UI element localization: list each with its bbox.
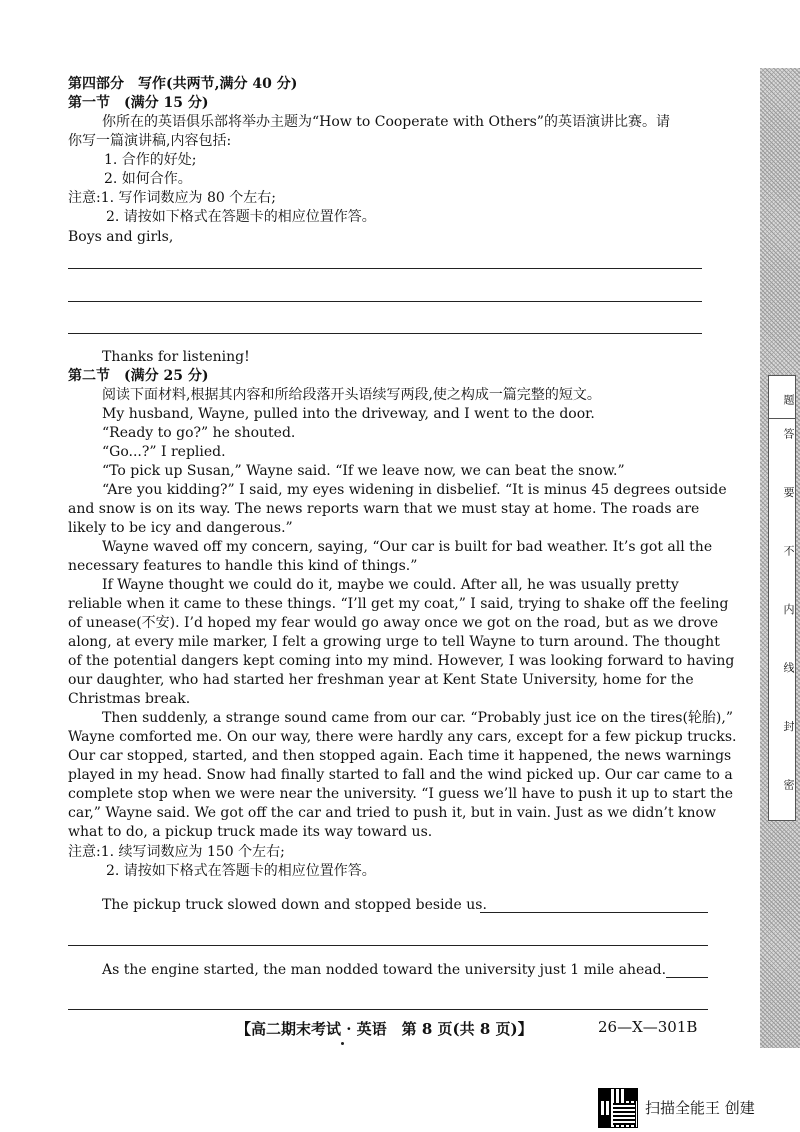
- story-line: complete stop when we were near the university. “I guess we’ll have to push it up to start the: [68, 786, 734, 802]
- answer-line: [68, 1009, 708, 1010]
- part-heading: 第四部分 写作(共两节,满分 40 分): [68, 76, 298, 92]
- story-line: Christmas break.: [68, 691, 191, 707]
- story-line: our daughter, who had started her freshman year at Kent State University, home for the: [68, 672, 694, 688]
- answer-line: [68, 945, 708, 946]
- story-line: car,” Wayne said. We got off the car and tried to push it, but in vain. Just as we didn’t know: [68, 805, 716, 821]
- page-footer: 【高二期末考试 · 英语 第 8 页(共 8 页)】: [236, 1020, 533, 1038]
- section1-title: 第一节 (满分 15 分): [68, 95, 209, 111]
- section1-closing: Thanks for listening!: [102, 349, 250, 365]
- story-line: “Are you kidding?” I said, my eyes widening in disbelief. “It is minus 45 degrees outside: [102, 482, 727, 498]
- story-line: what to do, a pickup truck made its way toward us.: [68, 824, 433, 840]
- section2-instruction: 阅读下面材料,根据其内容和所给段落开头语续写两段,使之构成一篇完整的短文。: [102, 387, 601, 403]
- section1-point-1: 1. 合作的好处;: [104, 152, 197, 168]
- section1-note-1: 注意:1. 写作词数应为 80 个左右;: [68, 190, 276, 206]
- section2-title: 第二节 (满分 25 分): [68, 368, 209, 384]
- story-line: Wayne comforted me. On our way, there were hardly any cars, except for a few pickup trucks.: [68, 729, 737, 745]
- story-line: Then suddenly, a strange sound came from our car. “Probably just ice on the tires(轮胎),”: [102, 710, 733, 726]
- paragraph2-opener: As the engine started, the man nodded toward the university just 1 mile ahead.: [102, 962, 667, 978]
- story-line: If Wayne thought we could do it, maybe we could. After all, he was usually pretty: [102, 577, 679, 593]
- section1-prompt-line2: 你写一篇演讲稿,内容包括:: [68, 133, 232, 149]
- story-line: reliable when it came to these things. “I’ll get my coat,” I said, trying to shake off the feeling: [68, 596, 729, 612]
- qr-code-icon: [599, 1089, 637, 1127]
- story-line: and snow is on its way. The news reports warn that we must stay at home. The roads are: [68, 501, 700, 517]
- scanner-watermark: 扫描全能王 创建: [645, 1099, 755, 1117]
- story-line: “To pick up Susan,” Wayne said. “If we leave now, we can beat the snow.”: [102, 463, 625, 479]
- story-line: likely to be icy and dangerous.”: [68, 520, 293, 536]
- section1-prompt-line1: 你所在的英语俱乐部将举办主题为“How to Cooperate with Others”的英语演讲比赛。请: [102, 114, 670, 130]
- story-line: My husband, Wayne, pulled into the driveway, and I went to the door.: [102, 406, 595, 422]
- answer-line: [68, 301, 702, 302]
- section1-note-2: 2. 请按如下格式在答题卡的相应位置作答。: [106, 209, 376, 225]
- paragraph1-opener: The pickup truck slowed down and stopped beside us.: [102, 897, 487, 913]
- binding-label-top: 题: [768, 375, 796, 423]
- binding-label-main: 答 要 不 内 线 封 密: [768, 418, 796, 821]
- center-dot: [341, 1042, 344, 1045]
- story-line: Our car stopped, started, and then stopped again. Each time it happened, the news warnings: [68, 748, 732, 764]
- story-line: played in my head. Snow had finally started to fall and the wind picked up. Our car came to a: [68, 767, 733, 783]
- answer-line: [68, 268, 702, 269]
- story-line: of unease(不安). I’d hoped my fear would go away once we got on the road, but as we drove: [68, 615, 719, 631]
- section1-greeting: Boys and girls,: [68, 229, 174, 245]
- section2-note-2: 2. 请按如下格式在答题卡的相应位置作答。: [106, 863, 376, 879]
- story-line: Wayne waved off my concern, saying, “Our car is built for bad weather. It’s got all the: [102, 539, 713, 555]
- section1-point-2: 2. 如何合作。: [104, 171, 192, 187]
- story-line: necessary features to handle this kind of things.”: [68, 558, 418, 574]
- section2-note-1: 注意:1. 续写词数应为 150 个左右;: [68, 844, 285, 860]
- story-line: “Go...?” I replied.: [102, 444, 226, 460]
- answer-blank: [666, 977, 708, 978]
- answer-line: [68, 333, 702, 334]
- answer-blank: [480, 912, 708, 913]
- story-line: along, at every mile marker, I felt a growing urge to tell Wayne to turn around. The thought: [68, 634, 720, 650]
- story-line: “Ready to go?” he shouted.: [102, 425, 296, 441]
- story-line: of the potential dangers kept coming into my mind. However, I was looking forward to having: [68, 653, 735, 669]
- exam-code: 26—X—301B: [598, 1018, 698, 1036]
